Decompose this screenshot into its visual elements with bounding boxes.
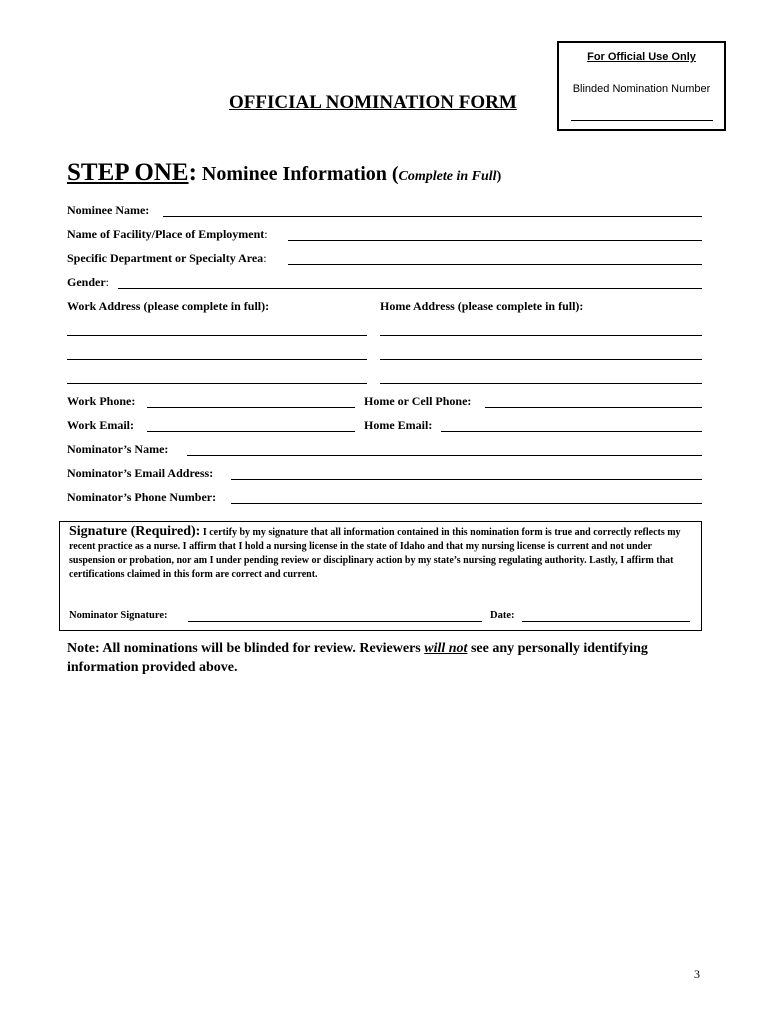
signature-statement: I certify by my signature that all information contained in this nomination form is true and correctly reflects my recent practice as a nurse. I affirm that I hold a nursing license in the state of Idaho and that my nursing license is current and not under suspension or probation, nor am I under pending review or disciplinary action by my state’s nursing regulating authority. Lastly, I affirm that certifications claimed in this form are correct and current. [69,527,681,580]
step-close: ) [496,169,502,184]
nominator-email-field[interactable] [231,479,702,480]
signature-certification [69,525,694,582]
department-label-text: Specific Department or Specialty Area [67,251,264,265]
note-prefix: Note: All nominations will be blinded for review. Reviewers [67,641,425,656]
home-address-label: Home Address (please complete in full): [380,299,584,313]
step-title: Nominee Information ( [196,163,399,185]
gender-label-text: Gender [67,275,106,289]
facility-label [67,227,268,242]
home-phone-field[interactable] [485,407,702,408]
form-title: OFFICIAL NOMINATION FORM [229,92,517,113]
work-address-line-2[interactable] [67,359,367,360]
nominator-signature-label: Nominator Signature: [69,610,168,621]
step-label: STEP ONE [67,159,189,186]
home-email-label: Home Email: [364,418,433,432]
nominator-signature-field[interactable] [188,621,482,622]
department-colon: : [263,251,267,265]
nominator-name-label: Nominator’s Name: [67,442,169,456]
nominator-name-field[interactable] [187,455,702,456]
home-address-line-3[interactable] [380,383,702,384]
step-instruction: Complete in Full [398,169,497,184]
blinded-number-field[interactable] [571,120,713,121]
department-label [67,251,267,266]
signature-box [59,521,702,631]
date-label: Date: [490,610,515,621]
step-colon: : [188,159,197,186]
signature-heading: Signature (Required): [69,524,201,539]
gender-field[interactable] [118,288,702,289]
nominee-name-field[interactable] [163,216,702,217]
home-address-line-2[interactable] [380,359,702,360]
nominator-phone-label: Nominator’s Phone Number: [67,490,217,504]
date-field[interactable] [522,621,690,622]
step-heading [67,159,501,187]
page-number: 3 [694,967,700,981]
note-emphasis: will not [424,641,468,656]
facility-colon: : [264,227,268,241]
work-address-label: Work Address (please complete in full): [67,299,270,313]
work-phone-field[interactable] [147,407,355,408]
nominator-email-label: Nominator’s Email Address: [67,466,214,480]
review-note [67,639,687,677]
official-use-title: For Official Use Only [587,51,696,63]
gender-colon: : [105,275,110,289]
home-address-line-1[interactable] [380,335,702,336]
work-phone-label: Work Phone: [67,394,136,408]
work-email-label: Work Email: [67,418,135,432]
home-phone-label: Home or Cell Phone: [364,394,472,408]
official-use-box [557,41,726,131]
work-address-line-3[interactable] [67,383,367,384]
note-suffix: see any personally identifying information provided above. [67,641,648,675]
facility-field[interactable] [288,240,702,241]
nominee-name-label: Nominee Name: [67,203,150,217]
work-email-field[interactable] [147,431,355,432]
home-email-field[interactable] [441,431,702,432]
nominator-phone-field[interactable] [231,503,702,504]
gender-label [67,275,109,290]
department-field[interactable] [288,264,702,265]
blinded-number-label: Blinded Nomination Number [572,83,711,95]
work-address-line-1[interactable] [67,335,367,336]
facility-label-text: Name of Facility/Place of Employment [67,227,265,241]
